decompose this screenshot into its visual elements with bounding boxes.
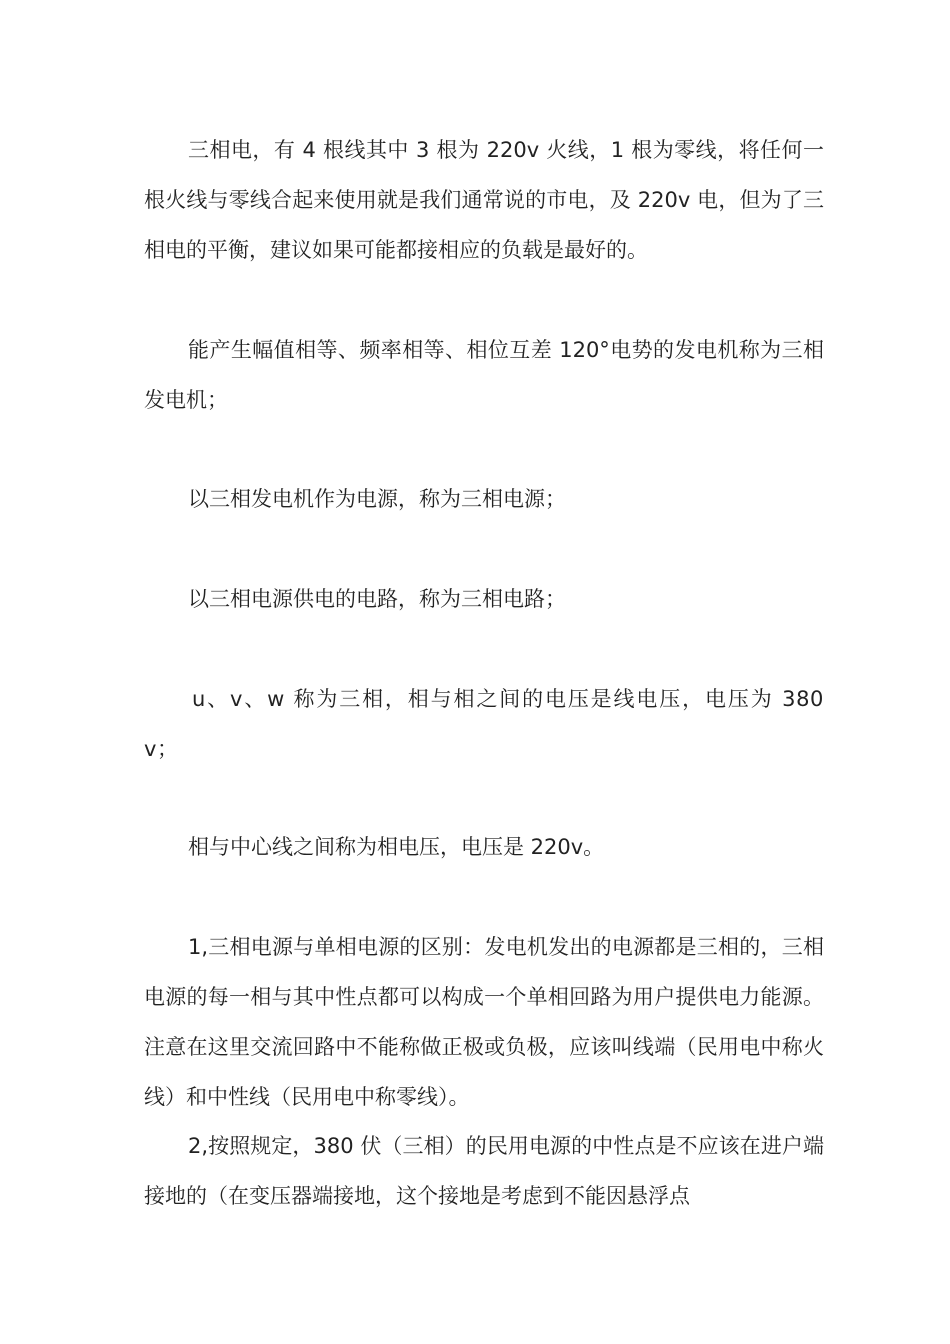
paragraph-neutral-grounding: 2,按照规定，380 伏（三相）的民用电源的中性点是不应该在进户端接地的（在变压器端接地，这个接地是考虑到不能因悬浮点 (144, 1134, 824, 1208)
paragraph-three-phase-intro: 三相电，有 4 根线其中 3 根为 220v 火线，1 根为零线，将任何一根火线与零线合起来使用就是我们通常说的市电，及 220v 电，但为了三相电的平衡，建议如果可能都接相应的负载是最好的。 (144, 138, 824, 262)
paragraph-line-voltage: u、v、w 称为三相，相与相之间的电压是线电压，电压为 380v； (144, 687, 824, 761)
paragraph-three-phase-circuit: 以三相电源供电的电路，称为三相电路； (188, 587, 566, 611)
paragraph-phase-voltage: 相与中心线之间称为相电压，电压是 220v。 (188, 835, 605, 859)
paragraph-difference-single-three-phase: 1,三相电源与单相电源的区别：发电机发出的电源都是三相的，三相电源的每一相与其中性点都可以构成一个单相回路为用户提供电力能源。注意在这里交流回路中不能称做正极或负极，应该叫线端（民用电中称火线）和中性线（民用电中称零线）。 (144, 935, 824, 1109)
paragraph-three-phase-generator: 能产生幅值相等、频率相等、相位互差 120°电势的发电机称为三相发电机； (144, 338, 824, 412)
paragraph-three-phase-source: 以三相发电机作为电源，称为三相电源； (188, 487, 566, 511)
